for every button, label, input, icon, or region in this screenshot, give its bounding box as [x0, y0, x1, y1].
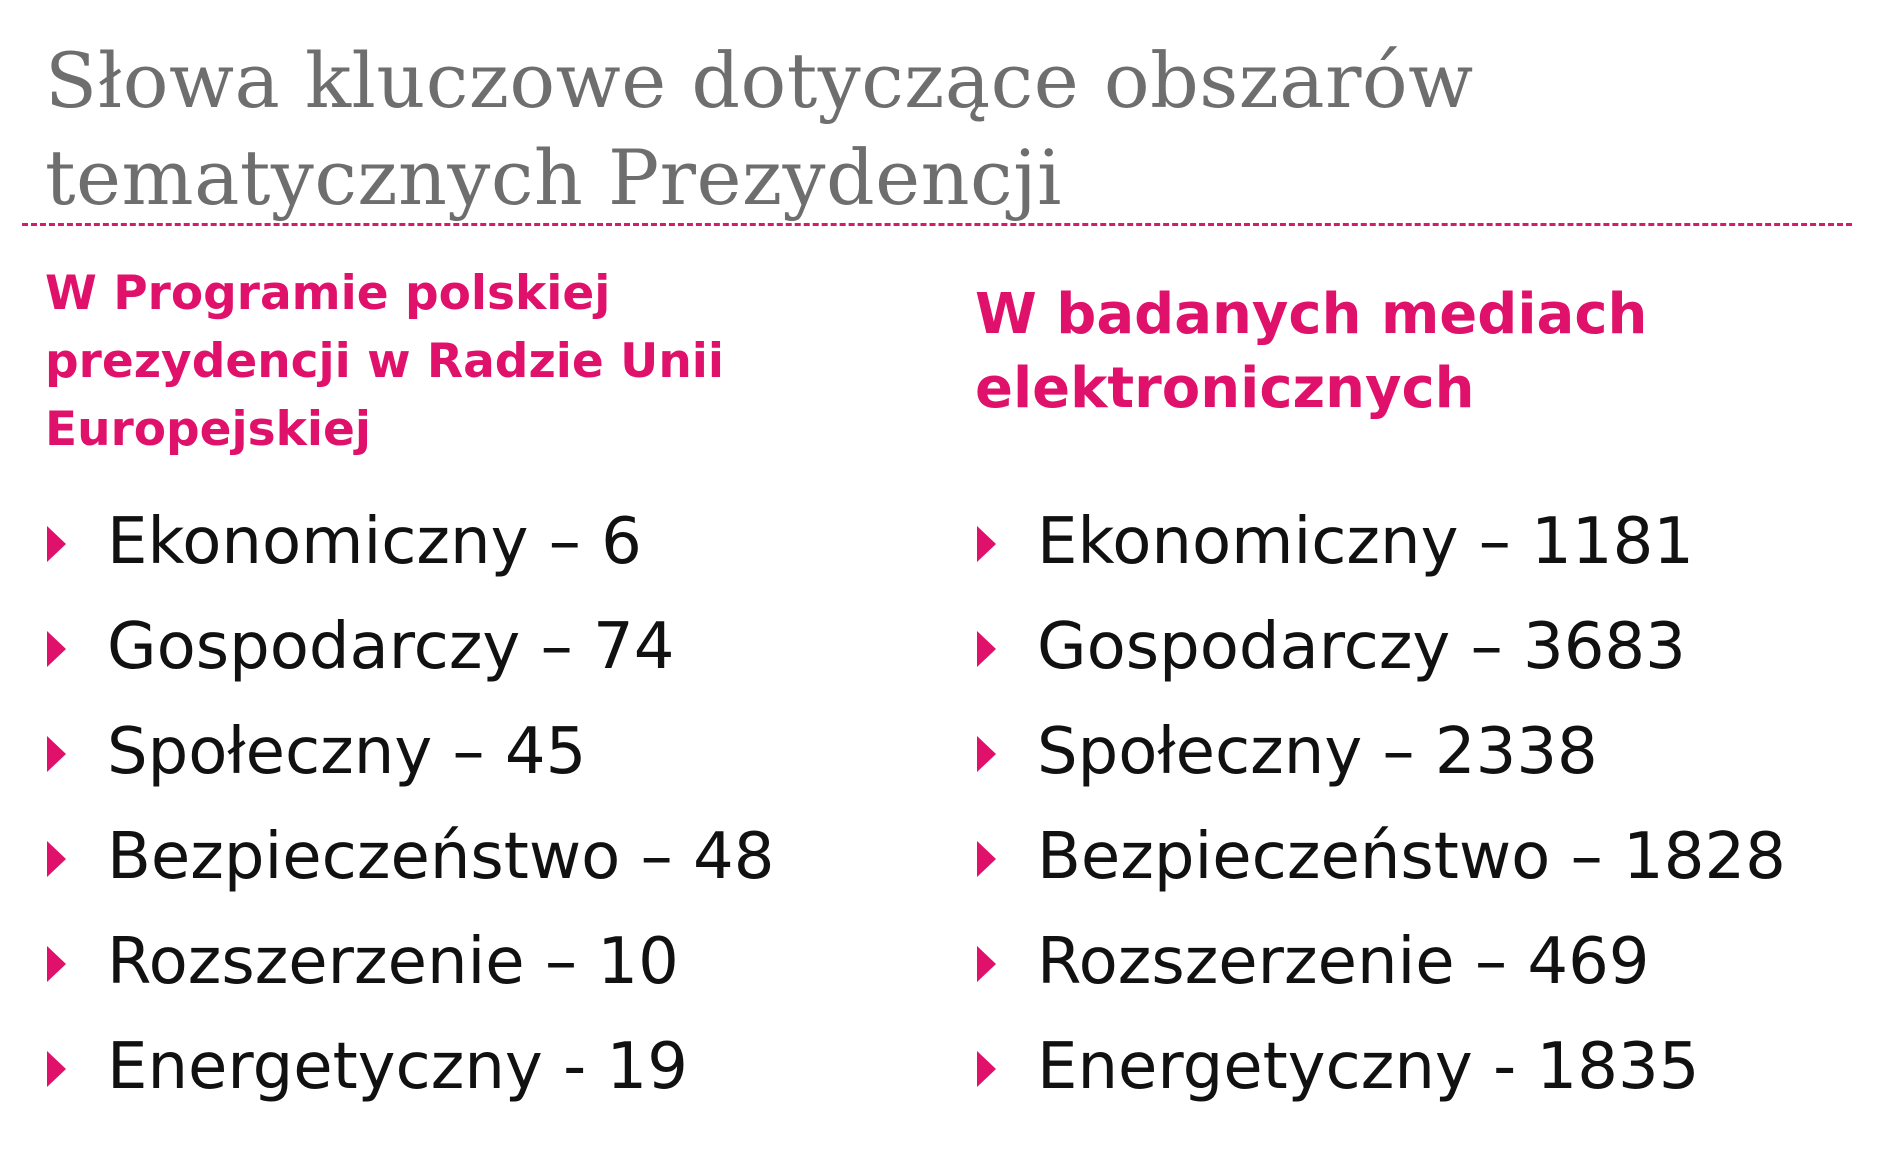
list-item-text: Gospodarczy – 74	[107, 610, 675, 684]
triangle-right-icon	[977, 841, 996, 877]
triangle-right-icon	[47, 526, 66, 562]
list-item-text: Rozszerzenie – 469	[1037, 925, 1650, 999]
left-column-heading	[45, 260, 724, 464]
list-item-text: Rozszerzenie – 10	[107, 925, 679, 999]
triangle-right-icon	[47, 1051, 66, 1087]
list-item-text: Energetyczny - 19	[107, 1030, 688, 1104]
triangle-right-icon	[47, 736, 66, 772]
left-heading-line-1: W Programie polskiej	[45, 266, 611, 321]
triangle-right-icon	[977, 736, 996, 772]
list-item-text: Społeczny – 45	[107, 715, 587, 789]
triangle-right-icon	[47, 841, 66, 877]
list-item-text: Bezpieczeństwo – 48	[107, 820, 775, 894]
list-item-text: Gospodarczy – 3683	[1037, 610, 1686, 684]
right-column-heading	[975, 278, 1647, 426]
slide-title	[45, 32, 1805, 226]
triangle-right-icon	[977, 946, 996, 982]
list-item-text: Społeczny – 2338	[1037, 715, 1598, 789]
right-heading-line-2: elektronicznych	[975, 356, 1475, 421]
list-item-text: Ekonomiczny – 1181	[1037, 505, 1694, 579]
slide-title-line-2: tematycznych Prezydencji	[45, 133, 1062, 222]
triangle-right-icon	[977, 631, 996, 667]
list-item-text: Ekonomiczny – 6	[107, 505, 642, 579]
title-divider	[22, 223, 1852, 226]
list-item-text: Energetyczny - 1835	[1037, 1030, 1700, 1104]
slide-title-line-1: Słowa kluczowe dotyczące obszarów	[45, 36, 1474, 125]
left-heading-line-3: Europejskiej	[45, 402, 371, 457]
triangle-right-icon	[47, 631, 66, 667]
left-heading-line-2: prezydencji w Radzie Unii	[45, 334, 724, 389]
right-heading-line-1: W badanych mediach	[975, 282, 1648, 347]
list-item-text: Bezpieczeństwo – 1828	[1037, 820, 1786, 894]
triangle-right-icon	[47, 946, 66, 982]
triangle-right-icon	[977, 526, 996, 562]
triangle-right-icon	[977, 1051, 996, 1087]
